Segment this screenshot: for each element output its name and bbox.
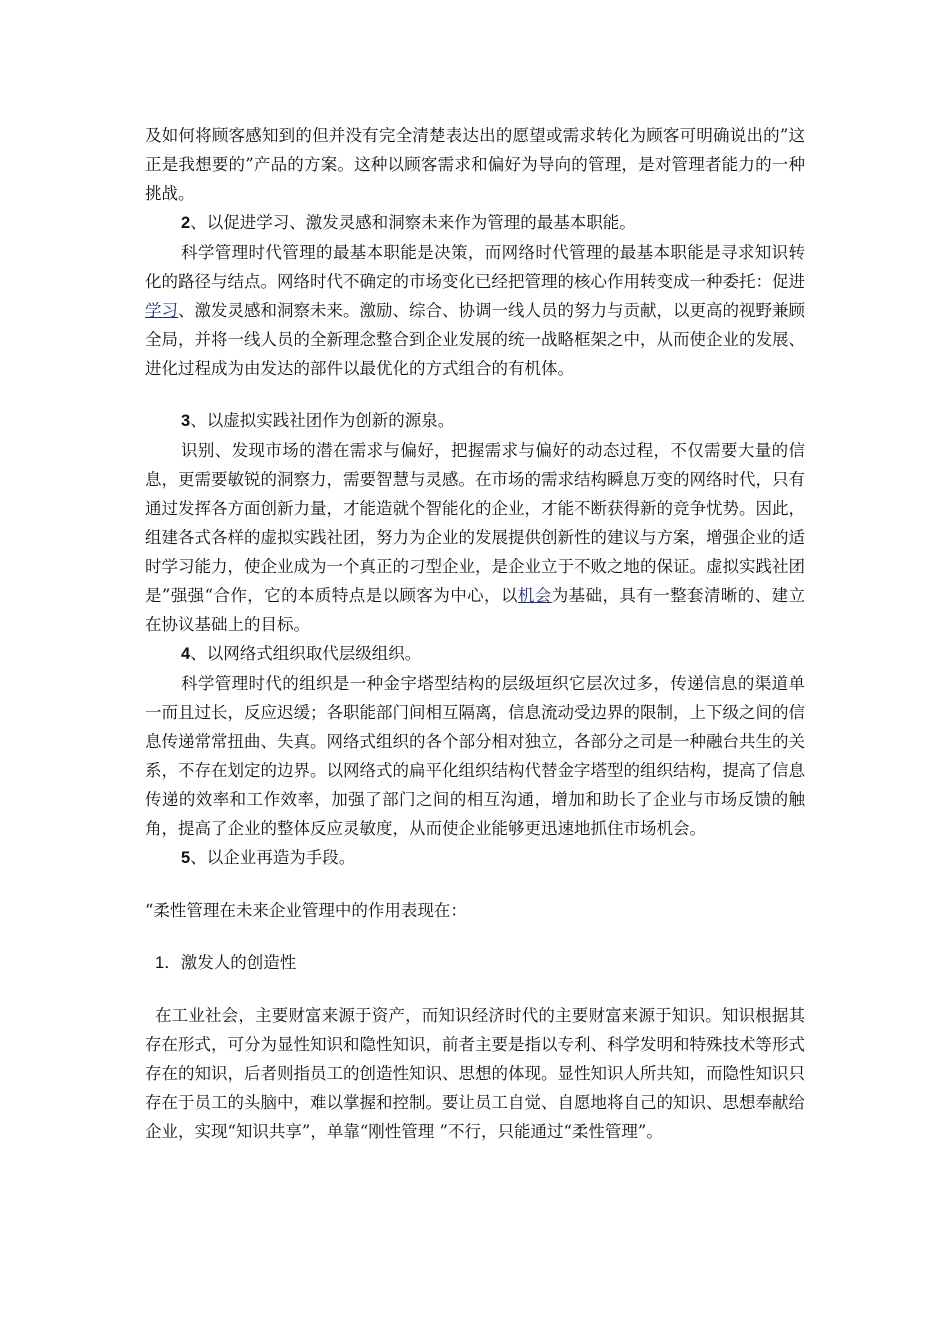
heading-3	[145, 406, 805, 436]
spacer	[145, 383, 805, 406]
heading-5	[145, 843, 805, 873]
link-opportunity[interactable]: 机会	[517, 586, 552, 605]
spacer	[145, 978, 805, 1001]
last-paragraph: 在工业社会，主要财富来源于资产，而知识经济时代的主要财富来源于知识。知识根据其存在形式，可分为显性知识和隐性知识，前者主要是指以专利、科学发明和特殊技术等形式存在的知识，后者则指员工的创造性知识、思想的体现。显性知识人所共知，而隐性知识只存在于员工的头脑中，难以掌握和控制。要让员工自觉、自愿地将自己的知识、思想奉献给企业，实现“知识共享”，单靠“刚性管理 ”不行，只能通过“柔性管理”。	[145, 1006, 805, 1141]
paragraph-4: 科学管理时代的组织是一种金宇塔型结构的层级垣织它层次过多，传递信息的渠道单一而且过长，反应迟缓；各职能部门间相互隔离，信息流动受边界的限制，上下级之间的信息传递常常扭曲、失真。网络式组织的各个部分相对独立，各部分之司是一种融台共生的关系，不存在划定的边界。以网络式的扁平化组织结构代替金字塔型的组织结构，提高了信息传递的效率和工作效率，加强了部门之间的相互沟通，增加和助长了企业与市场反馈的触角，提高了企业的整体反应灵敏度，从而使企业能够更迅速地抓住市场机会。	[145, 674, 805, 838]
spacer	[145, 925, 805, 948]
paragraph-2-part-b: 、激发灵感和洞察未来。激励、综合、协调一线人员的努力与贡献，以更高的视野兼顾全局，并将一线人员的全新理念整合到企业发展的统一战略框架之中，从而使企业的发展、进化过程成为由发达的部件以最优化的方式组合的有机体。	[145, 301, 805, 378]
heading-4-number: 4	[181, 645, 191, 663]
heading-4-text: 、以网络式组织取代层级组织。	[190, 644, 422, 663]
paragraph-2	[145, 238, 805, 383]
heading-2-text: 、以促进学习、激发灵感和洞察未来作为管理的最基本职能。	[190, 213, 636, 232]
paragraph-2-part-a: 科学管理时代管理的最基本职能是决策，而网络时代管理的最基本职能是寻求知识转化的路径与结点。网络时代不确定的市场变化已经把管理的核心作用转变成一种委托：促进	[145, 243, 805, 291]
heading-4	[145, 639, 805, 669]
heading-5-number: 5	[181, 849, 191, 867]
link-learning[interactable]: 学习	[145, 301, 178, 320]
heading-2-number: 2	[181, 214, 191, 232]
subheading-1-number: 1	[155, 954, 165, 972]
role-intro: “柔性管理在未来企业管理中的作用表现在：	[145, 901, 467, 920]
spacer	[145, 873, 805, 896]
intro-paragraph: 及如何将顾客感知到的但并没有完全清楚表达出的愿望或需求转化为顾客可明确说出的”这正是我想要的”产品的方案。这种以顾客需求和偏好为导向的管理，是对管理者能力的一种挑战。	[145, 126, 805, 203]
paragraph-3-part-a: 识别、发现市场的潜在需求与偏好，把握需求与偏好的动态过程，不仅需要大量的信息，更需要敏锐的洞察力，需要智慧与灵感。在市场的需求结构瞬息万变的网络时代，只有通过发挥各方面创新力量，才能造就个智能化的企业，才能不断获得新的竞争忧势。因此，组建各式各样的虚拟实践社团，努力为企业的发展提供创新性的建议与方案，增强企业的适时学习能力，使企业成为一个真正的刁型企业，是企业立于不败之地的保证。虚拟实践社团是”强强“合作，它的本质特点是以顾客为中心，以	[145, 441, 805, 605]
heading-5-text: 、以企业再造为手段。	[190, 848, 356, 867]
subheading-1	[145, 948, 805, 978]
subheading-1-text: ．激发人的创造性	[164, 953, 297, 972]
heading-3-number: 3	[181, 412, 191, 430]
document-page	[145, 121, 805, 1146]
heading-3-text: 、以虚拟实践社团作为创新的源泉。	[190, 411, 455, 430]
paragraph-3-part-b: 为基础，具有一整套清晰的、建立在协议基础上的目标。	[145, 586, 806, 634]
heading-2	[145, 208, 805, 238]
paragraph-3	[145, 436, 805, 639]
